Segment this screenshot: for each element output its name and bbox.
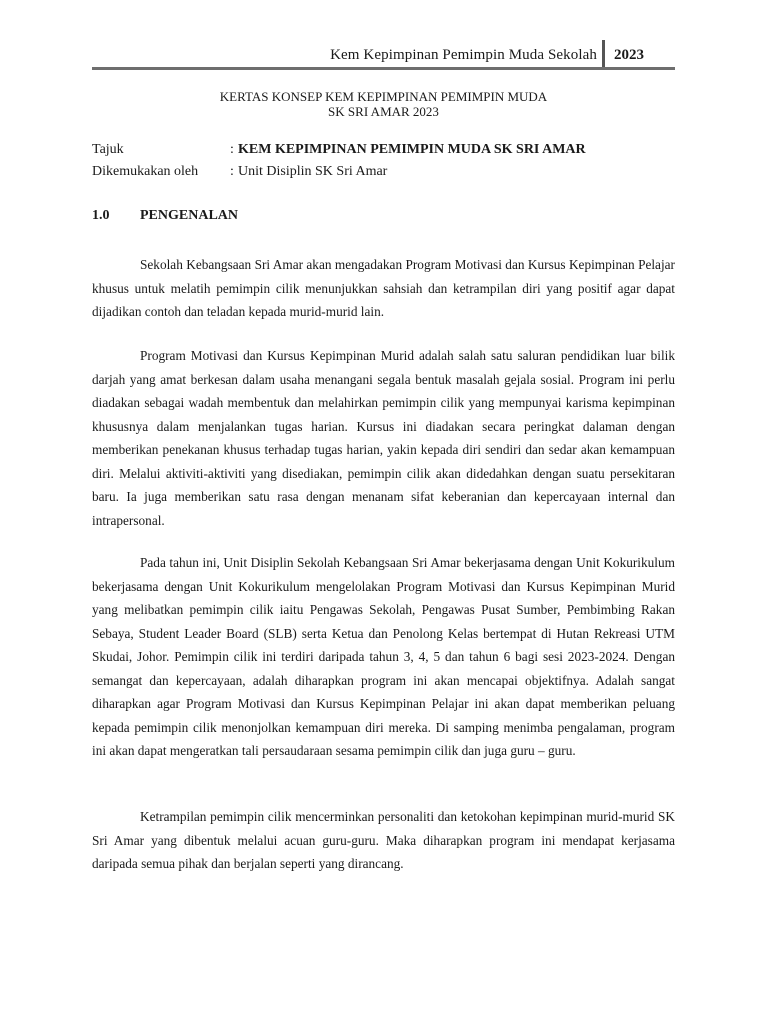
section-title: PENGENALAN — [140, 208, 239, 223]
header-rule — [92, 67, 675, 70]
dikemukakan-separator: : — [230, 164, 234, 179]
paragraph-4: Ketrampilan pemimpin cilik mencerminkan personaliti dan ketokohan kepimpinan murid-murid SK Sri Amar yang dibentuk melalui acuan guru-guru. Maka diharapkan program ini mendapat kerjasama daripada semua pihak dan berjalan seperti yang dirancang. — [92, 809, 675, 871]
paragraph-2: Program Motivasi dan Kursus Kepimpinan Murid adalah salah satu saluran pendidikan luar bilik darjah yang amat berkesan dalam usaha menangani segala bentuk masalah gejala sosial. Program ini perlu diadakan sebagai wadah membentuk dan melahirkan pemimpin cilik yang mempunyai karisma kepimpinan khususnya dalam menjalankan tugas harian. Kursus ini diadakan secara peringkat dalaman dengan memberikan penekanan khusus terhadap tugas harian, yakin kepada diri sendiri dan sedar akan kemampuan diri. Melalui aktiviti-aktiviti yang disediakan, pemimpin cilik akan didedahkan dengan suatu persekitaran baru. Ia juga memberikan satu rasa dengan menanam sifat keberanian dan kepercayaan internal dan intrapersonal. — [92, 348, 675, 528]
paragraph-1: Sekolah Kebangsaan Sri Amar akan mengadakan Program Motivasi dan Kursus Kepimpinan Pelajar khusus untuk melatih pemimpin cilik menunjukkan sahsiah dan ketrampilan diri yang positif agar dapat dijadikan contoh dan teladan kepada murid-murid lain. — [92, 257, 675, 319]
document-title-line-1: KERTAS KONSEP KEM KEPIMPINAN PEMIMPIN MUDA — [219, 89, 548, 104]
header-divider — [602, 40, 605, 70]
document-title-line-2: SK SRI AMAR 2023 — [328, 104, 439, 119]
section-number: 1.0 — [92, 208, 110, 223]
tajuk-label: Tajuk — [92, 142, 124, 157]
header-title: Kem Kepimpinan Pemimpin Muda Sekolah — [330, 47, 597, 63]
dikemukakan-value: Unit Disiplin SK Sri Amar — [238, 164, 388, 179]
paragraph-3: Pada tahun ini, Unit Disiplin Sekolah Kebangsaan Sri Amar bekerjasama dengan Unit Kokurikulum bekerjasama dengan Unit Kokurikulum mengelolakan Program Motivasi dan Kursus Kepimpinan Murid yang melibatkan pemimpin cilik iaitu Pengawas Sekolah, Pengawas Pusat Sumber, Pembimbing Rakan Sebaya, Student Leader Board (SLB) serta Ketua dan Penolong Kelas bertempat di Hutan Rekreasi UTM Skudai, Johor. Pemimpin cilik ini terdiri daripada tahun 3, 4, 5 dan tahun 6 bagi sesi 2023-2024. Dengan semangat dan kepercayaan, adalah diharapkan program ini akan mencapai objektifnya. Adalah sangat diharapkan agar Program Motivasi dan Kursus Kepimpinan Pelajar ini akan dapat memberikan peluang kepada pemimpin cilik menonjolkan kemampuan diri mereka. Di samping menimba pengalaman, program ini akan dapat mengeratkan tali persaudaraan sesama pemimpin cilik dan juga guru – guru. — [92, 555, 675, 758]
header-year: 2023 — [614, 47, 644, 63]
tajuk-separator: : — [230, 142, 234, 157]
tajuk-value: KEM KEPIMPINAN PEMIMPIN MUDA SK SRI AMAR — [238, 142, 586, 157]
dikemukakan-label: Dikemukakan oleh — [92, 164, 199, 179]
page-header — [92, 40, 675, 70]
document-title — [92, 89, 675, 119]
